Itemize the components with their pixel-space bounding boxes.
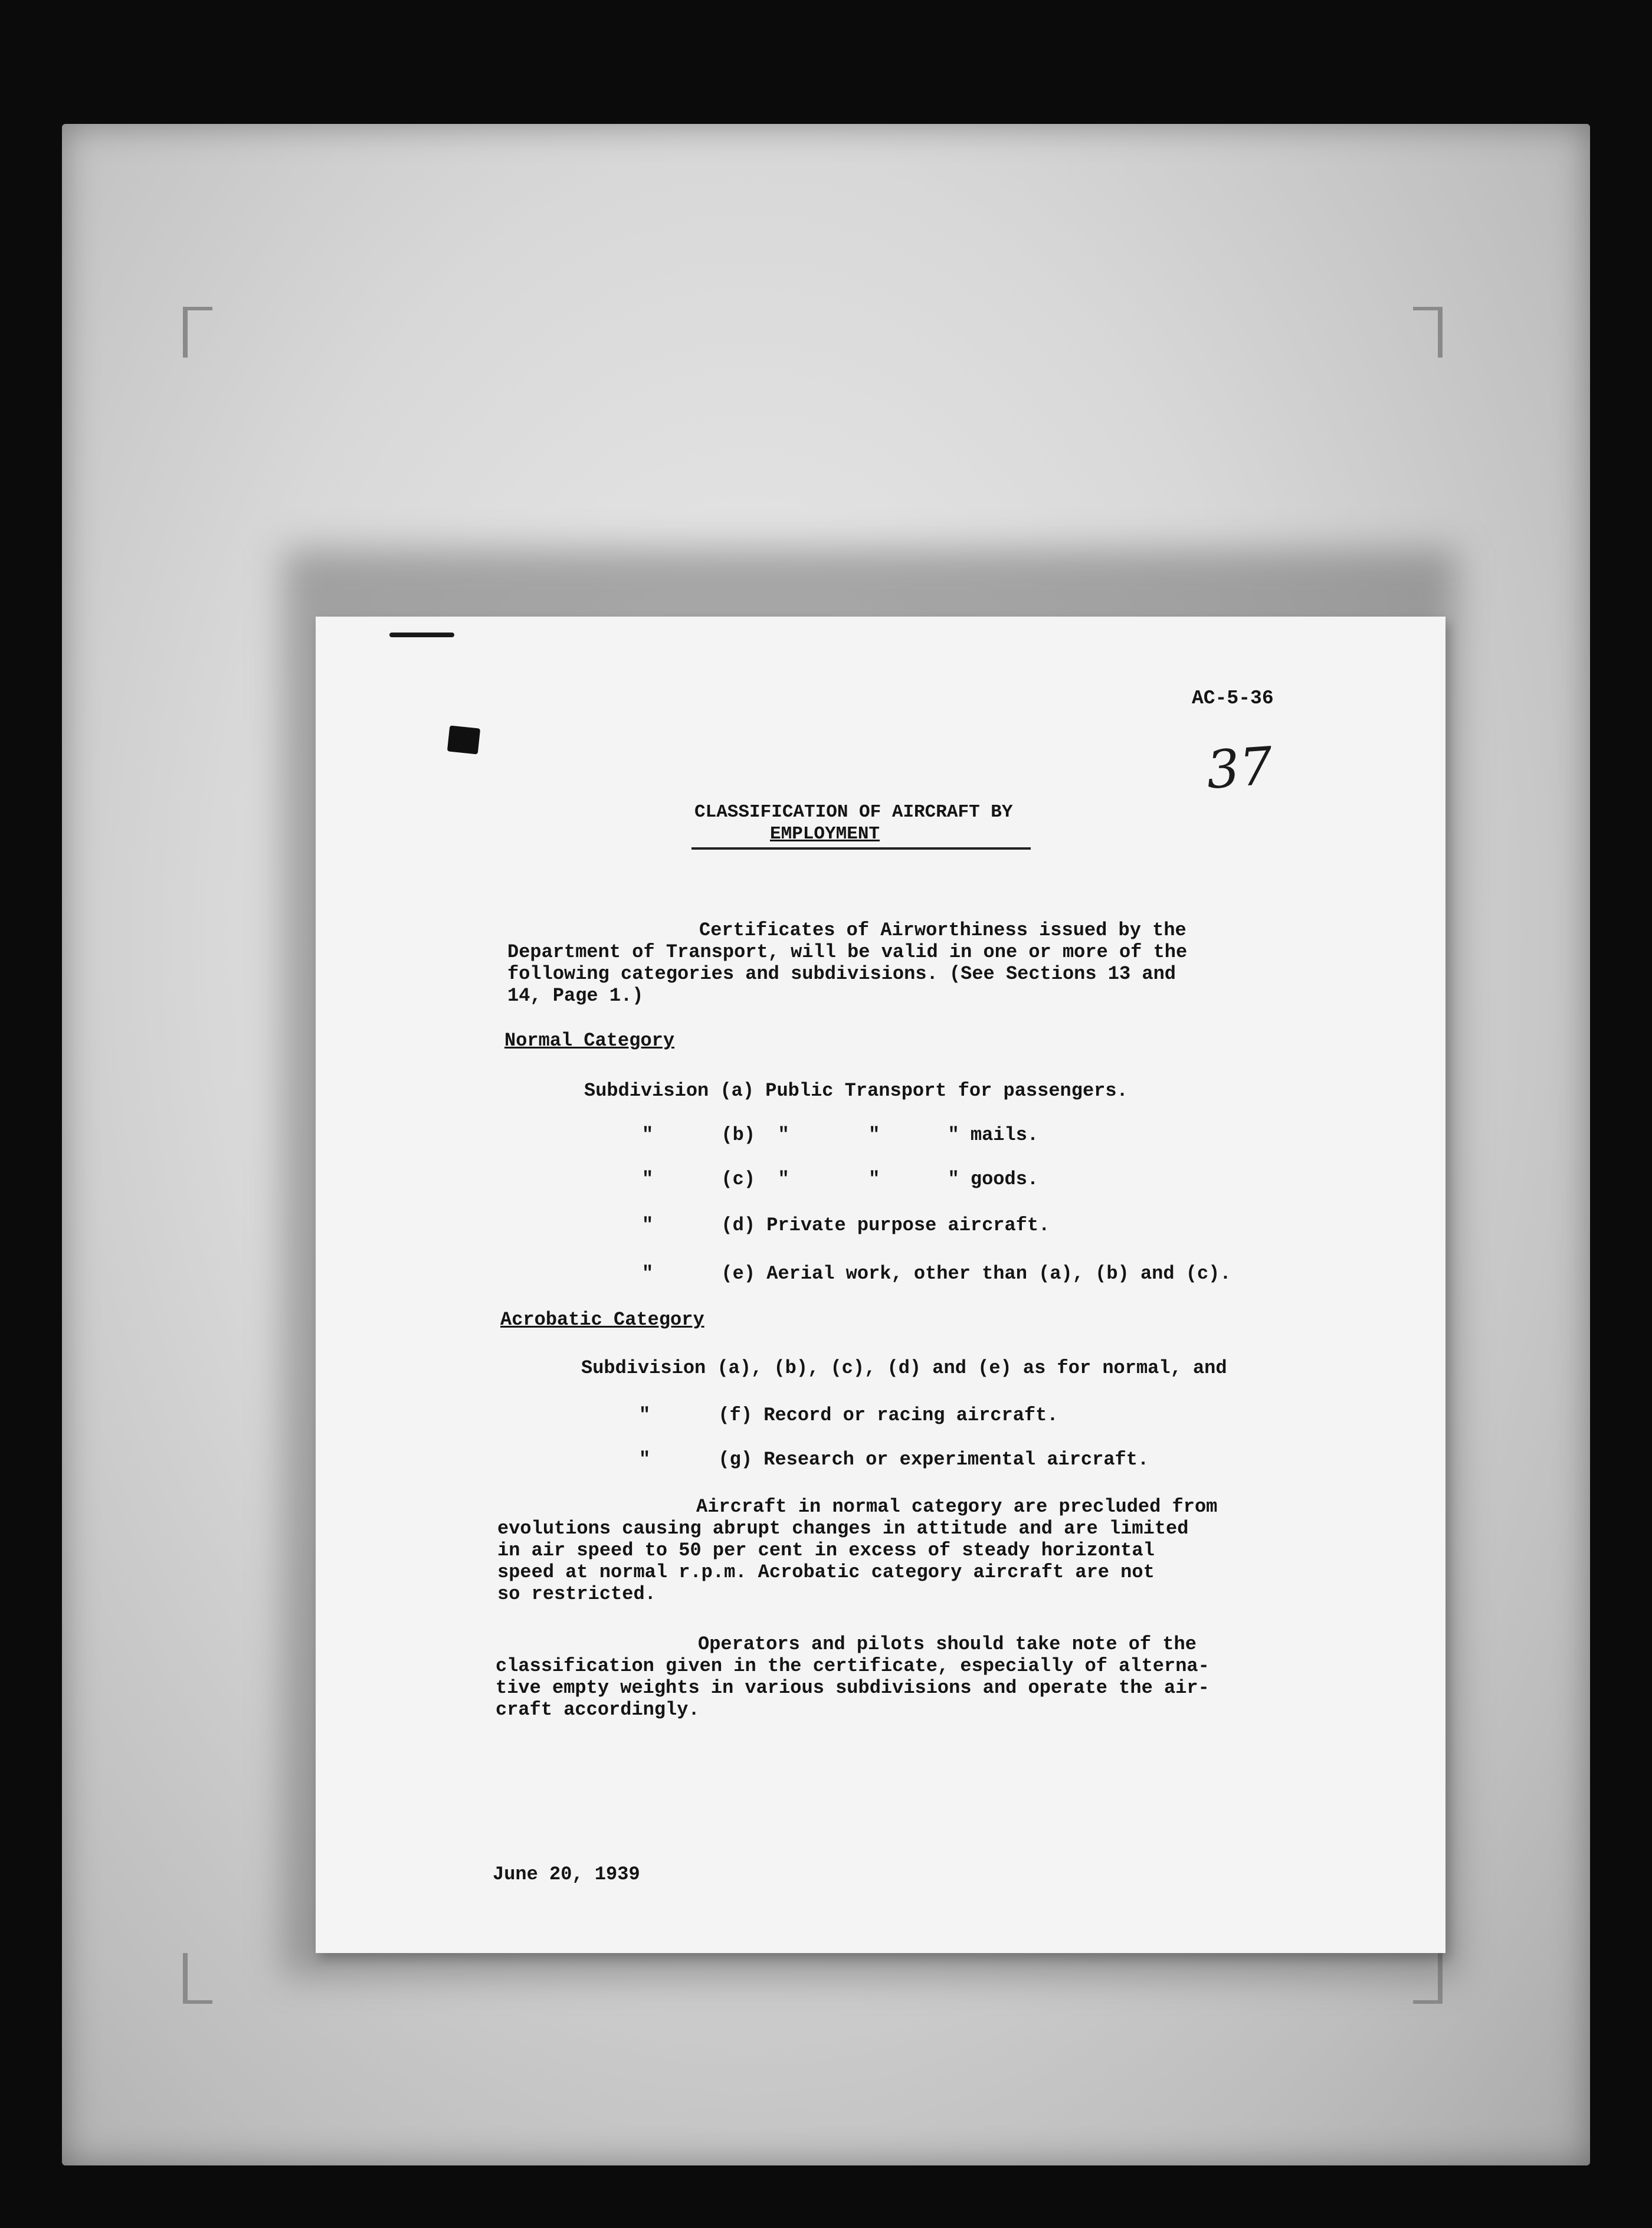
normal-subdivision-item: " (d) Private purpose aircraft. (642, 1214, 1050, 1236)
intro-line: following categories and subdivisions. (See Sections 13 and (507, 963, 1176, 985)
intro-line: Certificates of Airworthiness issued by the (699, 919, 1186, 941)
operators-paragraph-line: tive empty weights in various subdivisions and operate the air- (496, 1677, 1210, 1699)
restriction-paragraph-line: in air speed to 50 per cent in excess of steady horizontal (497, 1539, 1155, 1561)
normal-subdivision-item: " (e) Aerial work, other than (a), (b) and (c). (642, 1263, 1231, 1285)
operators-paragraph-line: classification given in the certificate, especially of alterna- (496, 1655, 1210, 1677)
intro-line: 14, Page 1.) (507, 985, 644, 1007)
normal-subdivision-item: " (c) " " " goods. (642, 1168, 1039, 1190)
normal-subdivision-item: Subdivision (a) Public Transport for passengers. (584, 1080, 1128, 1102)
operators-paragraph-line: Operators and pilots should take note of the (698, 1633, 1197, 1655)
restriction-paragraph-line: Aircraft in normal category are precluded from (696, 1496, 1218, 1518)
paper-clip-mark (389, 633, 454, 637)
crop-mark-top-right (1413, 307, 1443, 358)
handwritten-page-number: 37 (1204, 735, 1275, 801)
tape-mark (447, 725, 480, 754)
acrobatic-subdivision-item: " (g) Research or experimental aircraft. (639, 1449, 1149, 1470)
document-title-line-2: EMPLOYMENT (770, 824, 880, 844)
acrobatic-subdivision-item: Subdivision (a), (b), (c), (d) and (e) as for normal, and (581, 1357, 1227, 1379)
document-title-line-1: CLASSIFICATION OF AIRCRAFT BY (694, 802, 1013, 823)
restriction-paragraph-line: speed at normal r.p.m. Acrobatic category aircraft are not (497, 1561, 1155, 1583)
acrobatic-subdivision-item: " (f) Record or racing aircraft. (639, 1404, 1058, 1426)
document-number: AC-5-36 (1192, 687, 1274, 709)
crop-mark-bottom-left (183, 1953, 212, 2004)
intro-line: Department of Transport, will be valid in one or more of the (507, 941, 1188, 963)
crop-mark-top-left (183, 307, 212, 358)
acrobatic-category-heading: Acrobatic Category (500, 1309, 704, 1331)
title-underline (691, 847, 1031, 850)
operators-paragraph-line: craft accordingly. (496, 1699, 700, 1721)
normal-category-heading: Normal Category (504, 1030, 675, 1051)
document-date: June 20, 1939 (493, 1863, 640, 1885)
restriction-paragraph-line: so restricted. (497, 1583, 656, 1605)
normal-subdivision-item: " (b) " " " mails. (642, 1124, 1039, 1146)
restriction-paragraph-line: evolutions causing abrupt changes in attitude and are limited (497, 1518, 1189, 1539)
